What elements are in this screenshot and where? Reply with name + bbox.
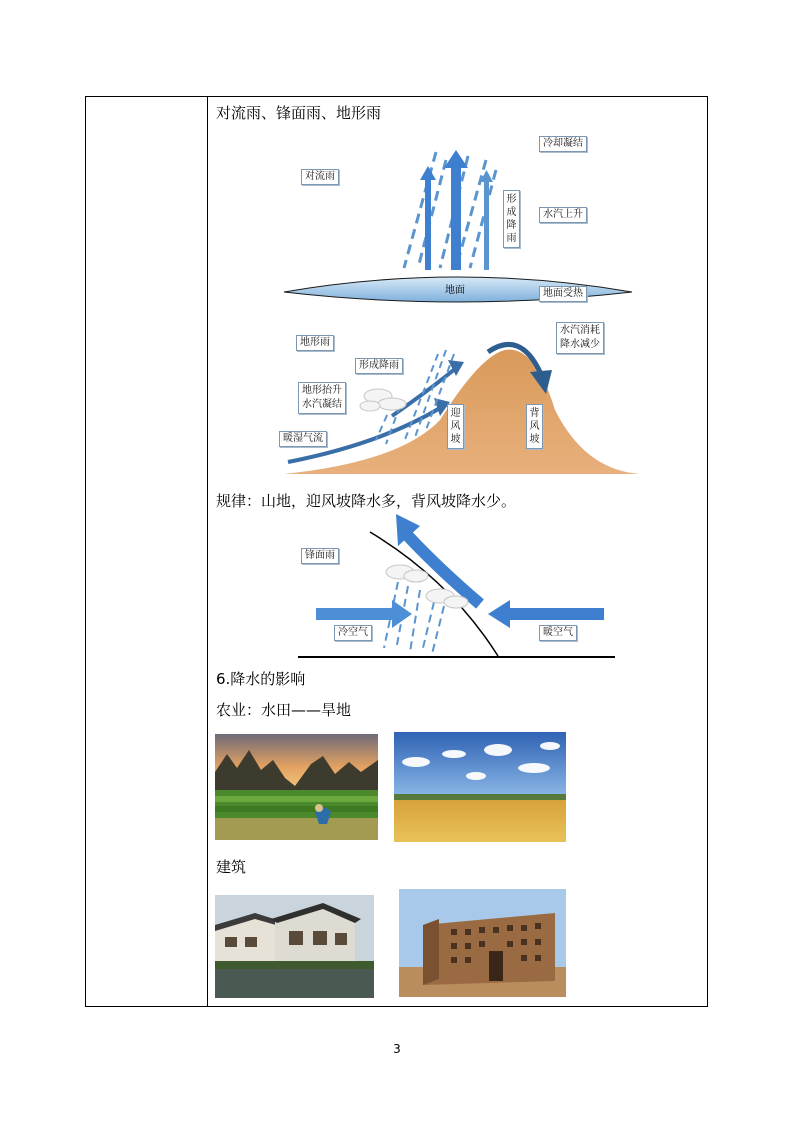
cooling-condensation-label: 冷却凝结 xyxy=(539,136,587,152)
rain-types-heading: 对流雨、锋面雨、地形雨 xyxy=(216,104,382,122)
vapor-rising-label: 水汽上升 xyxy=(539,207,587,223)
windward-slope-label: 迎风坡 xyxy=(447,404,464,449)
frontal-rain-label: 锋面雨 xyxy=(301,548,339,564)
adobe-building-photo xyxy=(399,889,566,997)
jiangnan-house-photo xyxy=(215,895,374,998)
convection-rain-label: 对流雨 xyxy=(301,169,339,185)
forming-rain-vertical-label: 形成降雨 xyxy=(503,190,520,248)
warm-moist-airflow-label: 暖湿气流 xyxy=(279,431,327,447)
warm-air-arrow xyxy=(508,608,604,620)
leeward-slope-label: 背风坡 xyxy=(526,404,543,449)
page-number: 3 xyxy=(393,1042,401,1056)
ground-heated-label: 地面受热 xyxy=(539,286,587,302)
vapor-consumed-label: 水汽消耗 降水减少 xyxy=(556,322,604,354)
buildings-heading: 建筑 xyxy=(216,858,247,876)
rule-text: 规律：山地，迎风坡降水多，背风坡降水少。 xyxy=(216,492,517,510)
orographic-cloud xyxy=(360,389,406,411)
cold-air-label: 冷空气 xyxy=(334,625,372,641)
agriculture-heading: 农业：水田——旱地 xyxy=(216,701,352,719)
terrain-lift-label: 地形抬升 水汽凝结 xyxy=(298,382,346,414)
ground-label: 地面 xyxy=(445,285,465,296)
dryland-wheat-photo xyxy=(394,732,566,842)
cold-air-arrow xyxy=(316,608,394,620)
convection-rain-streaks xyxy=(404,152,496,268)
warm-air-label: 暖空气 xyxy=(539,625,577,641)
section-6-heading: 6.降水的影响 xyxy=(216,670,306,688)
paddy-field-photo xyxy=(215,734,378,840)
orographic-rain-label: 地形雨 xyxy=(296,335,334,351)
orographic-forming-rain-label: 形成降雨 xyxy=(355,358,403,374)
